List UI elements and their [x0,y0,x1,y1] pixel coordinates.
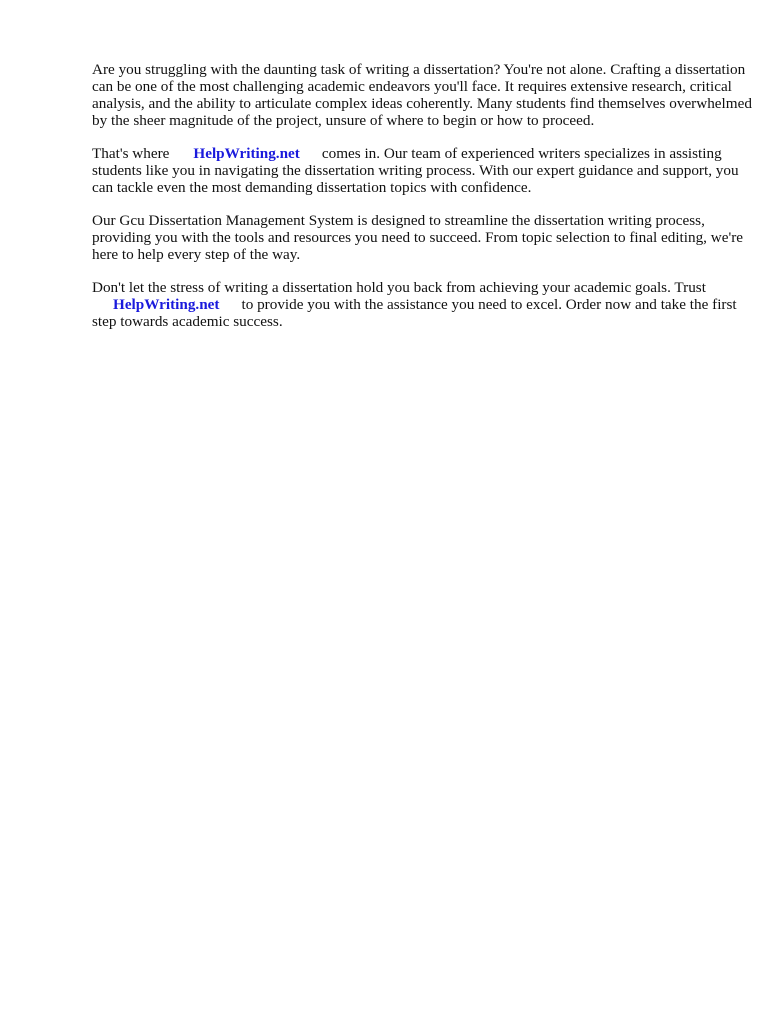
helpwriting-link[interactable]: HelpWriting.net [113,296,220,313]
paragraph-text: Don't let the stress of writing a dissertation hold you back from achieving your academic goals. Trust [92,279,706,296]
paragraph-helpwriting [92,145,752,196]
paragraph-text: to provide you with the assistance you need to excel. Order now and take the first step towards academic success. [92,296,737,330]
paragraph-intro: Are you struggling with the daunting task of writing a dissertation? You're not alone. Crafting a dissertation can be one of the most challenging academic endeavors you'll face. It requires extensive research, critical analysis, and the ability to articulate complex ideas coherently. Many students find themselves overwhelmed by the sheer magnitude of the project, unsure of where to begin or how to proceed. [92,61,752,129]
paragraph-call-to-action [92,279,752,330]
document-body [92,61,752,346]
paragraph-text: comes in. Our team of experienced writers specializes in assisting students like you in navigating the dissertation writing process. With our expert guidance and support, you can tackle even the most demanding dissertation topics with confidence. [92,145,739,196]
helpwriting-link[interactable]: HelpWriting.net [193,145,300,162]
paragraph-system: Our Gcu Dissertation Management System is designed to streamline the dissertation writing process, providing you with the tools and resources you need to succeed. From topic selection to final editing, we're here to help every step of the way. [92,212,744,263]
paragraph-text: That's where [92,145,170,162]
